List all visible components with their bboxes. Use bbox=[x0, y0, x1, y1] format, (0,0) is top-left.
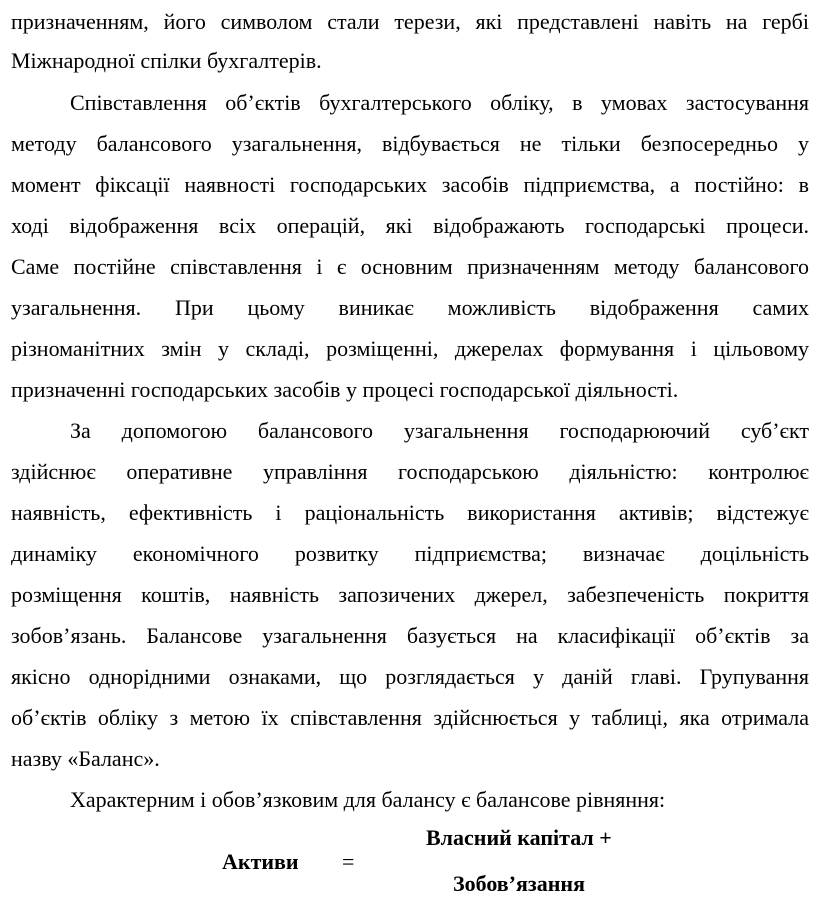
equation-right-line1: Власний капітал + bbox=[426, 825, 612, 850]
paragraph-first-line: Співставлення об’єктів бухгалтерського обліку, в умовах застосування bbox=[70, 90, 809, 115]
text-line: узагальнення. При цьому виникає можливість відображення самих bbox=[11, 295, 809, 320]
text-line: методу балансового узагальнення, відбувається не тільки безпосередньо у bbox=[11, 131, 809, 156]
text-line: якісно однорідними ознаками, що розглядається у даній главі. Групування bbox=[11, 664, 809, 689]
text-line: наявність, ефективність і раціональність використання активів; відстежує bbox=[11, 500, 809, 525]
text-line: зобов’язань. Балансове узагальнення базується на класифікації об’єктів за bbox=[11, 623, 809, 648]
text-line: Міжнародної спілки бухгалтерів. bbox=[11, 48, 322, 73]
text-line: назву «Баланс». bbox=[11, 746, 160, 771]
text-line: призначенням, його символом стали терези, які представлені навіть на гербі bbox=[11, 9, 809, 34]
paragraph-first-line: За допомогою балансового узагальнення господарюючий суб’єкт bbox=[70, 418, 809, 443]
text-line: здійснює оперативне управління господарською діяльністю: контролює bbox=[11, 459, 809, 484]
text-line: об’єктів обліку з метою їх співставлення здійснюється у таблиці, яка отримала bbox=[11, 705, 809, 730]
paragraph-first-line: Характерним і обов’язковим для балансу є балансове рівняння: bbox=[70, 787, 666, 812]
equation-right-line2: Зобов’язання bbox=[453, 871, 585, 896]
text-line: призначенні господарських засобів у процесі господарської діяльності. bbox=[11, 377, 679, 402]
text-line: динаміку економічного розвитку підприємства; визначає доцільність bbox=[11, 541, 809, 566]
text-line: момент фіксації наявності господарських засобів підприємства, а постійно: в bbox=[11, 172, 809, 197]
text-line: ході відображення всіх операцій, які відображають господарські процеси. bbox=[11, 213, 809, 238]
text-line: Саме постійне співставлення і є основним призначенням методу балансового bbox=[11, 254, 809, 279]
equation-left: Активи bbox=[222, 849, 299, 874]
text-line: різноманітних змін у складі, розміщенні, джерелах формування і цільовому bbox=[11, 336, 809, 361]
equation-sign: = bbox=[342, 849, 355, 874]
text-line: розміщення коштів, наявність запозичених джерел, забезпеченість покриття bbox=[11, 582, 809, 607]
